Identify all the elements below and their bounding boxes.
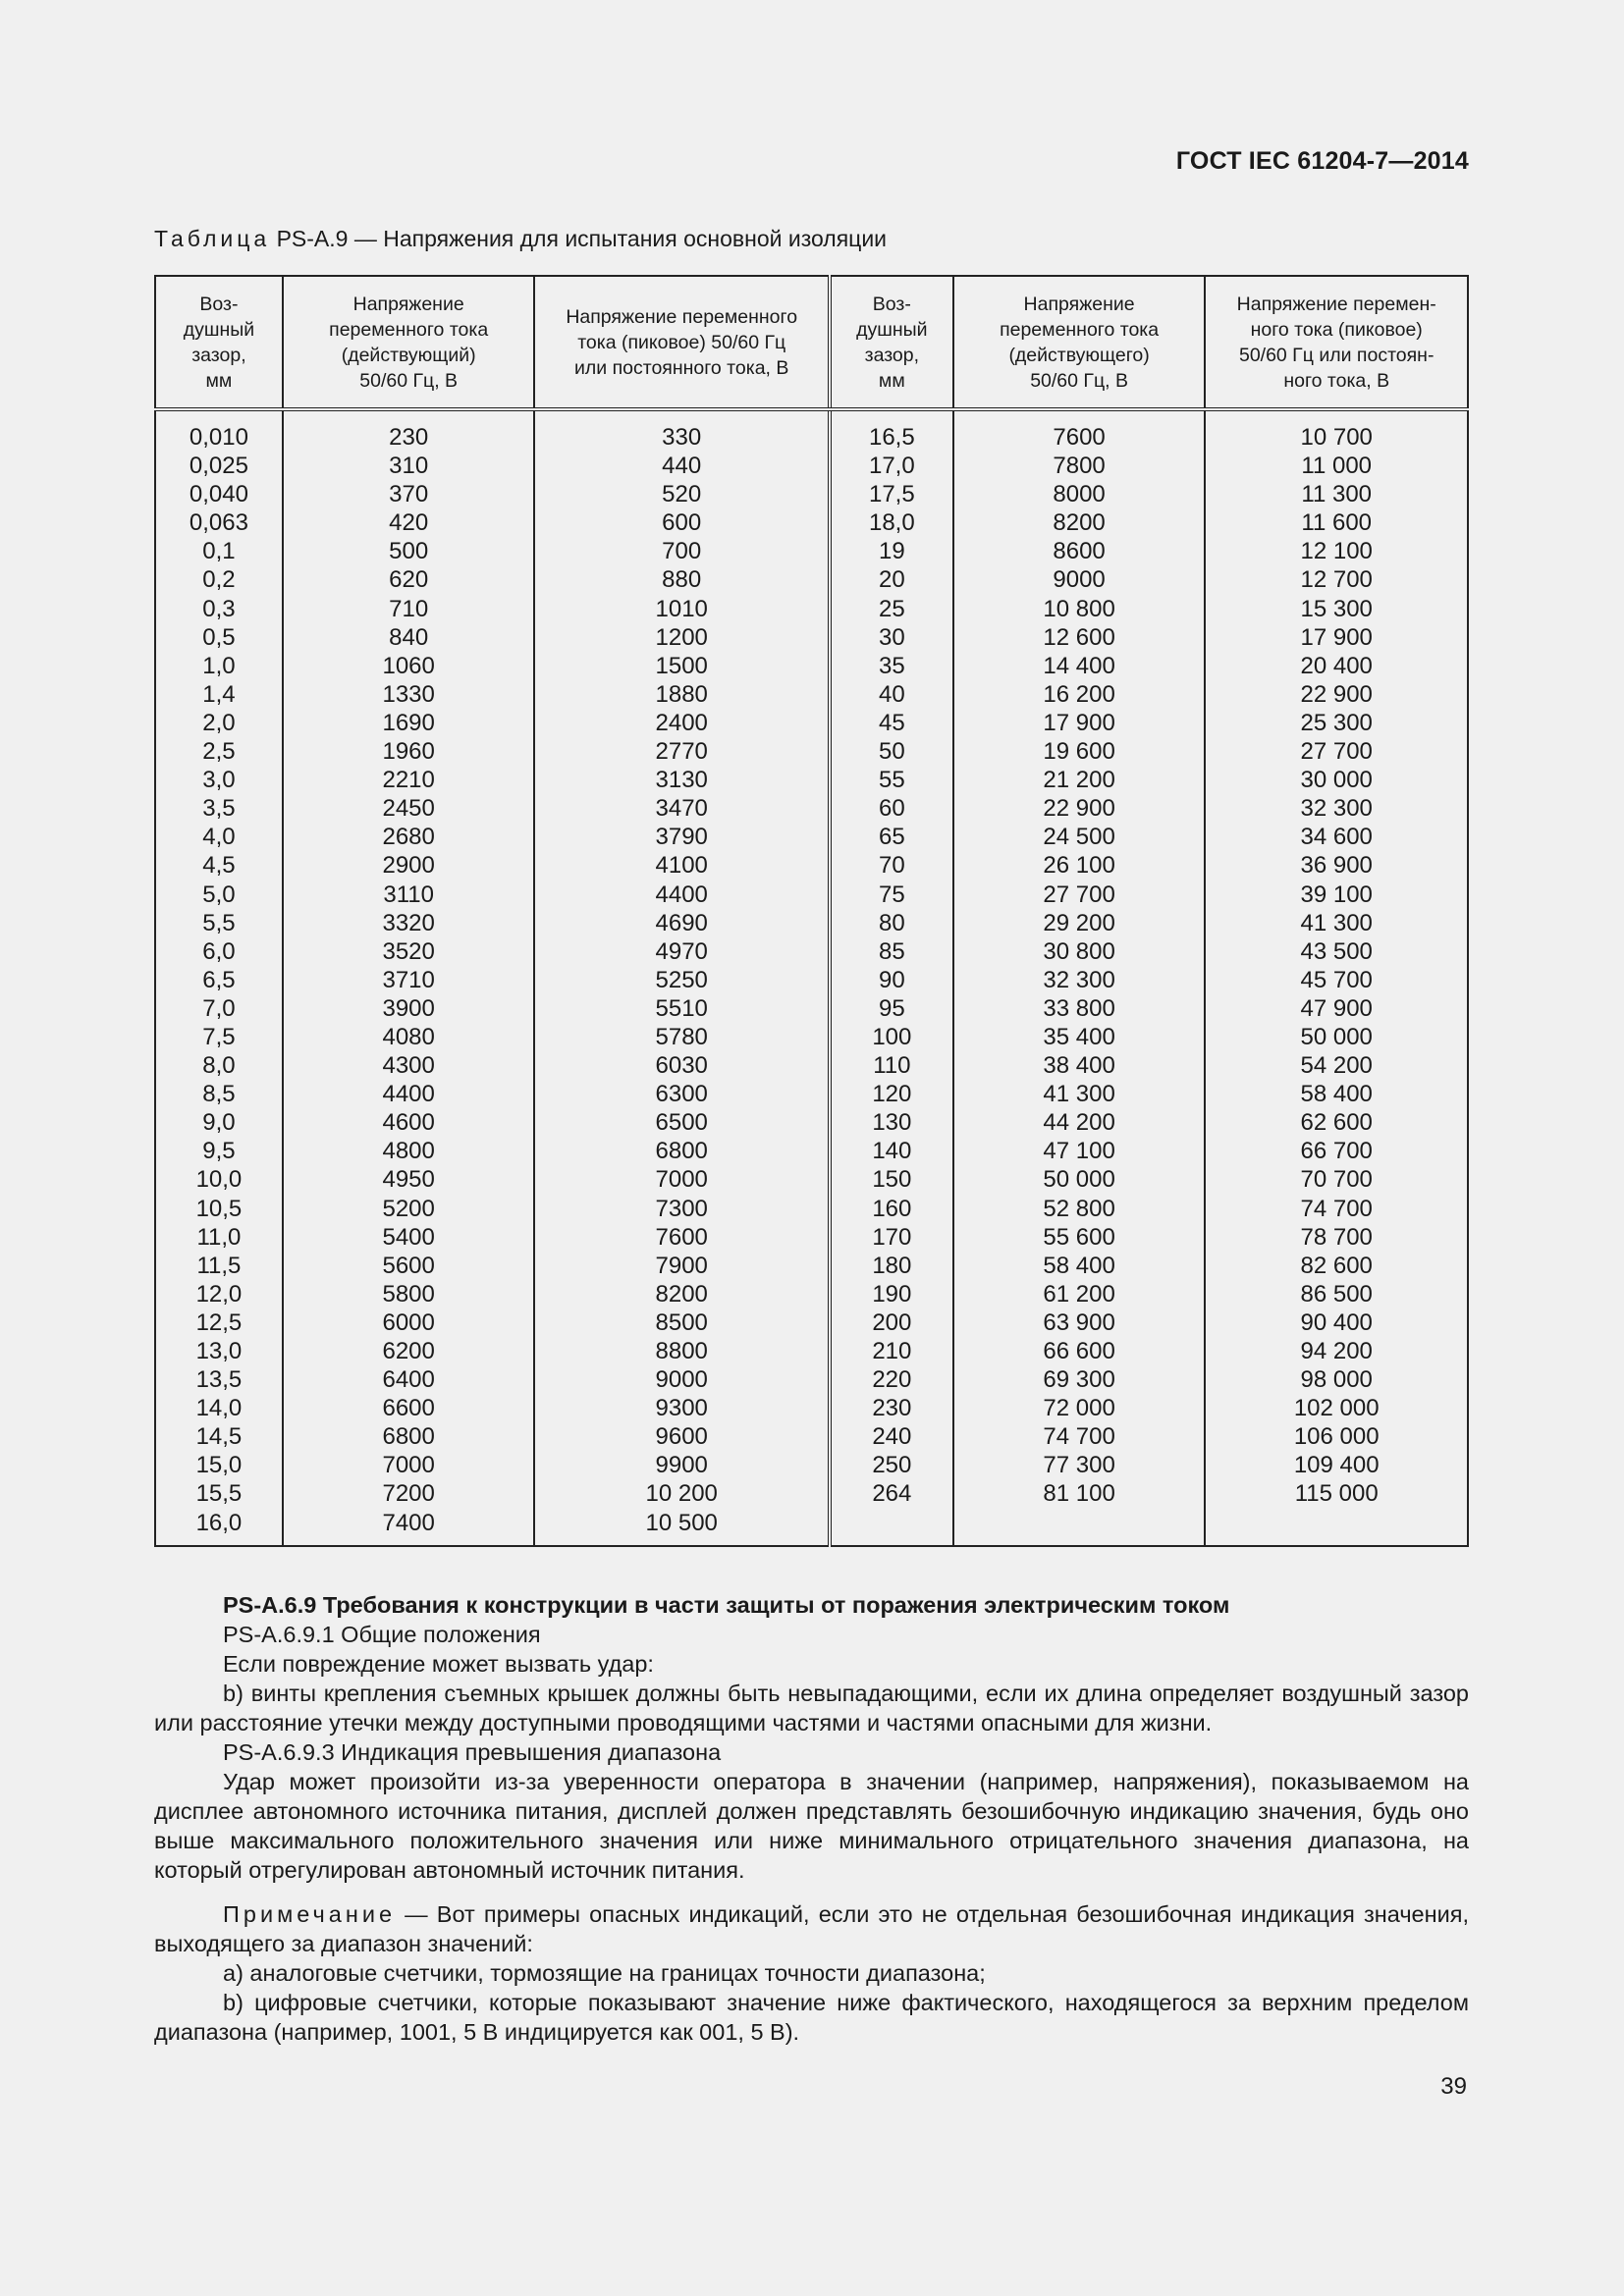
- table-cell: 78 700: [1300, 1223, 1373, 1251]
- table-cell: 8800: [655, 1338, 708, 1364]
- note: [154, 1899, 1469, 1958]
- table-cell: 54 200: [1300, 1052, 1373, 1080]
- table-cell: 2,0: [202, 709, 236, 736]
- paragraph: Если повреждение может вызвать удар:: [223, 1651, 654, 1677]
- table-cell: 4080: [382, 1023, 435, 1050]
- table-cell: 3,5: [202, 795, 236, 823]
- table-cell: 41 300: [1300, 909, 1373, 936]
- table-cell: 25 300: [1300, 709, 1373, 736]
- table-cell: 10 700: [1300, 424, 1373, 451]
- table-cell: 12 700: [1300, 566, 1373, 594]
- body-text: [154, 1590, 1469, 2047]
- table-cell: 6,5: [202, 966, 236, 993]
- table-cell: 10,0: [195, 1166, 243, 1194]
- table-cell: 264: [872, 1480, 912, 1508]
- table-cell: 81 100: [1043, 1480, 1115, 1508]
- table-cell: 7,0: [202, 994, 236, 1022]
- table-cell: 106 000: [1293, 1423, 1380, 1451]
- table-cell: 82 600: [1300, 1252, 1373, 1279]
- table-cell: 2680: [382, 824, 435, 851]
- table-cell: 58 400: [1043, 1252, 1115, 1279]
- table-cell: 8000: [1053, 481, 1106, 508]
- table-cell: 500: [389, 538, 429, 565]
- table-cell: 27 700: [1300, 738, 1373, 766]
- table-cell: 220: [872, 1366, 912, 1394]
- table-cell: 1,0: [202, 652, 236, 679]
- column-peak-dc-2: [1205, 409, 1468, 1546]
- table-cell: 170: [872, 1223, 912, 1251]
- table-cell: 39 100: [1300, 881, 1373, 908]
- table-cell: 4800: [382, 1138, 435, 1165]
- table-cell: 2210: [382, 767, 435, 794]
- table-cell: 8200: [1053, 509, 1106, 537]
- table-cell: 60: [878, 795, 905, 823]
- table-cell: 32 300: [1300, 795, 1373, 823]
- table-cell: 3710: [382, 966, 435, 993]
- table-cell: 160: [872, 1195, 912, 1222]
- table-cell: 3900: [382, 994, 435, 1022]
- table-cell: 0,025: [189, 453, 248, 480]
- table-cell: 14,5: [195, 1423, 243, 1451]
- table-cell: 63 900: [1043, 1308, 1115, 1336]
- table-cell: 85: [878, 937, 905, 965]
- table-cell: 5400: [382, 1223, 435, 1251]
- table-cell: 20: [878, 566, 905, 594]
- column-peak-dc-1: [534, 409, 829, 1546]
- table-cell: 77 300: [1043, 1452, 1115, 1479]
- table-cell: 17,0: [868, 453, 915, 480]
- table-cell: 9000: [655, 1366, 708, 1394]
- table-cell: 0,010: [189, 424, 248, 451]
- table-cell: 12,5: [195, 1308, 243, 1336]
- table-cell: 66 700: [1300, 1138, 1373, 1165]
- table-cell: 4690: [655, 909, 708, 936]
- table-cell: 620: [389, 566, 429, 594]
- table-cell: 3790: [655, 824, 708, 851]
- table-cell: 7200: [382, 1480, 435, 1508]
- table-cell: 4600: [382, 1109, 435, 1137]
- table-cell: 6500: [655, 1109, 708, 1137]
- table-cell: 7800: [1053, 453, 1106, 480]
- table-cell: 4400: [655, 881, 708, 908]
- table-cell: 2400: [655, 709, 708, 736]
- table-cell: 230: [872, 1395, 912, 1422]
- table-cell: 0,3: [202, 595, 236, 622]
- table-cell: 8500: [655, 1308, 708, 1336]
- header-ac-rms-2: Напряжение переменного тока (действующего) 50/60 Гц, В: [953, 276, 1206, 409]
- table-cell: 9000: [1053, 566, 1106, 594]
- note-item: a) аналоговые счетчики, тормозящие на границах точности диапазона;: [223, 1960, 986, 1986]
- table-cell: 18,0: [868, 509, 915, 537]
- table-cell: 19 600: [1043, 738, 1115, 766]
- table-cell: 95: [878, 994, 905, 1022]
- table-cell: 55: [878, 767, 905, 794]
- table-cell: 6,0: [202, 937, 236, 965]
- table-cell: 8600: [1053, 538, 1106, 565]
- table-cell: 180: [872, 1252, 912, 1279]
- table-cell: 115 000: [1294, 1480, 1379, 1508]
- table-cell: 29 200: [1043, 909, 1115, 936]
- header-ac-rms-1: Напряжение переменного тока (действующий) 50/60 Гц, В: [283, 276, 535, 409]
- table-cell: 47 100: [1043, 1138, 1115, 1165]
- subsection-general: PS-A.6.9.1 Общие положения: [223, 1622, 541, 1647]
- table-cell: 16 200: [1043, 680, 1115, 708]
- table-cell: 7400: [382, 1509, 435, 1536]
- paragraph: Удар может произойти из-за уверенности оператора в значении (например, напряжения), показываемом на дисплее автономного источника питания, дисплей должен представлять безошибочную индикацию значения, будь оно выше максимального положительного значения или ниже минимального отрицательного значения диапазона, на который отрегулирован автономный источник питания.: [154, 1769, 1469, 1883]
- table-cell: 6000: [382, 1308, 435, 1336]
- table-cell: 1500: [655, 652, 708, 679]
- table-cell: 6800: [655, 1138, 708, 1165]
- table-cell: 14,0: [195, 1395, 243, 1422]
- table-cell: 6400: [382, 1366, 435, 1394]
- table-cell: 1960: [382, 738, 435, 766]
- table-cell: 14 400: [1043, 652, 1115, 679]
- table-cell: 98 000: [1300, 1366, 1373, 1394]
- table-cell: 80: [878, 909, 905, 936]
- table-cell: 15 300: [1300, 595, 1373, 622]
- table-cell: 11 600: [1301, 509, 1373, 537]
- table-cell: 3470: [655, 795, 708, 823]
- table-cell: 3130: [655, 767, 708, 794]
- table-cell: 13,0: [195, 1338, 243, 1364]
- table-caption: [154, 226, 887, 252]
- table-cell: 10 200: [645, 1480, 718, 1508]
- table-cell: 6300: [655, 1081, 708, 1108]
- table-cell: 110: [873, 1052, 911, 1080]
- table-cell: 310: [389, 453, 429, 480]
- table-cell: 6800: [382, 1423, 435, 1451]
- table-cell: 8,5: [202, 1081, 236, 1108]
- table-cell: 330: [662, 424, 702, 451]
- table-cell: 4,5: [202, 852, 236, 880]
- column-air-gap-2: [830, 409, 953, 1546]
- table-cell: 4950: [382, 1166, 435, 1194]
- table-cell: 66 600: [1043, 1338, 1115, 1364]
- table-cell: 3320: [382, 909, 435, 936]
- table-cell: 70: [878, 852, 905, 880]
- column-air-gap-1: [155, 409, 283, 1546]
- table-cell: 420: [389, 509, 429, 537]
- table-cell: 8,0: [202, 1052, 236, 1080]
- table-cell: 26 100: [1043, 852, 1115, 880]
- table-cell: 4300: [382, 1052, 435, 1080]
- table-cell: 33 800: [1043, 994, 1115, 1022]
- table-cell: 5600: [382, 1252, 435, 1279]
- table-cell: 12 100: [1300, 538, 1373, 565]
- table-cell: 700: [662, 538, 702, 565]
- table-cell: 7600: [655, 1223, 708, 1251]
- table-cell: 10,5: [195, 1195, 243, 1222]
- table-cell: 200: [872, 1308, 912, 1336]
- table-cell: 7000: [382, 1452, 435, 1479]
- table-cell: 0,5: [202, 623, 236, 651]
- table-cell: 4100: [655, 852, 708, 880]
- document-header: ГОСТ IEC 61204-7—2014: [1175, 147, 1469, 175]
- table-cell: 4,0: [202, 824, 236, 851]
- table-cell: 3110: [383, 881, 434, 908]
- table-cell: 32 300: [1043, 966, 1115, 993]
- table-body-row: [155, 409, 1468, 1546]
- table-cell: 50 000: [1043, 1166, 1115, 1194]
- table-cell: 11 300: [1301, 481, 1373, 508]
- table-cell: 52 800: [1043, 1195, 1115, 1222]
- table-cell: 25: [878, 595, 905, 622]
- table-cell: 30 800: [1043, 937, 1115, 965]
- table-cell: 5800: [382, 1280, 435, 1308]
- table-cell: 94 200: [1300, 1338, 1373, 1364]
- table-cell: 1010: [655, 595, 708, 622]
- table-cell: 36 900: [1300, 852, 1373, 880]
- table-cell: 16,0: [195, 1509, 243, 1536]
- table-cell: 90 400: [1300, 1308, 1373, 1336]
- voltage-table: [154, 275, 1469, 1547]
- table-cell: 27 700: [1043, 881, 1115, 908]
- table-cell: 50: [878, 738, 905, 766]
- table-cell: 30 000: [1300, 767, 1373, 794]
- table-cell: 15,0: [195, 1452, 243, 1479]
- table-cell: 1060: [382, 652, 435, 679]
- table-cell: 12,0: [195, 1280, 243, 1308]
- table-cell: 140: [872, 1138, 912, 1165]
- table-cell: 7300: [655, 1195, 708, 1222]
- table-cell: 74 700: [1300, 1195, 1373, 1222]
- table-cell: 440: [662, 453, 702, 480]
- table-cell: 370: [389, 481, 429, 508]
- table-cell: 102 000: [1293, 1395, 1380, 1422]
- table-cell: 4400: [382, 1081, 435, 1108]
- table-cell: 9600: [655, 1423, 708, 1451]
- table-header-row: [155, 276, 1468, 409]
- table-cell: 250: [872, 1452, 912, 1479]
- table-cell: 17,5: [868, 481, 915, 508]
- table-cell: 5,0: [202, 881, 236, 908]
- table-cell: 520: [662, 481, 702, 508]
- table-cell: 55 600: [1043, 1223, 1115, 1251]
- table-cell: 9900: [655, 1452, 708, 1479]
- table-cell: 72 000: [1043, 1395, 1115, 1422]
- table-cell: 240: [872, 1423, 912, 1451]
- table-cell: 1880: [655, 680, 708, 708]
- subsection-range-indication: PS-A.6.9.3 Индикация превышения диапазона: [223, 1739, 722, 1765]
- header-peak-dc-1: Напряжение переменного тока (пиковое) 50/60 Гц или постоянного тока, В: [534, 276, 829, 409]
- table-cell: 43 500: [1300, 937, 1373, 965]
- table-cell: 8200: [655, 1280, 708, 1308]
- paragraph: b) винты крепления съемных крышек должны быть невыпадающими, если их длина определяет воздушный зазор или расстояние утечки между доступными проводящими частями и частями опасными для жизни.: [154, 1681, 1469, 1735]
- table-cell: 7000: [655, 1166, 708, 1194]
- table-cell: 7600: [1053, 424, 1106, 451]
- table-cell: 0,063: [189, 509, 248, 537]
- table-cell: 11,5: [196, 1252, 242, 1279]
- table-cell: 5510: [655, 994, 708, 1022]
- table-cell: 600: [662, 509, 702, 537]
- table-cell: 109 400: [1293, 1452, 1380, 1479]
- table-cell: 45 700: [1300, 966, 1373, 993]
- table-cell: 230: [389, 424, 429, 451]
- column-ac-rms-2: [953, 409, 1206, 1546]
- table-cell: 69 300: [1043, 1366, 1115, 1394]
- table-cell: 17 900: [1300, 623, 1373, 651]
- table-cell: 58 400: [1300, 1081, 1373, 1108]
- header-air-gap-2: Воз- душный зазор, мм: [830, 276, 953, 409]
- table-cell: 40: [878, 680, 905, 708]
- table-cell: 7,5: [202, 1023, 236, 1050]
- table-cell: 5200: [382, 1195, 435, 1222]
- table-cell: 0,2: [202, 566, 236, 594]
- table-cell: 65: [878, 824, 905, 851]
- table-cell: 13,5: [195, 1366, 243, 1394]
- table-cell: 2450: [382, 795, 435, 823]
- table-cell: 4970: [655, 937, 708, 965]
- table-cell: 3520: [382, 937, 435, 965]
- table-cell: 70 700: [1300, 1166, 1373, 1194]
- table-cell: 47 900: [1300, 994, 1373, 1022]
- table-cell: 7900: [655, 1252, 708, 1279]
- table-cell: 35 400: [1043, 1023, 1115, 1050]
- table-cell: 10 500: [645, 1509, 718, 1536]
- table-cell: 6600: [382, 1395, 435, 1422]
- table-cell: 190: [872, 1280, 912, 1308]
- table-cell: 20 400: [1300, 652, 1373, 679]
- table-cell: 86 500: [1300, 1280, 1373, 1308]
- table-cell: 5,5: [202, 909, 236, 936]
- table-cell: 120: [872, 1081, 912, 1108]
- section-heading: PS-A.6.9 Требования к конструкции в части защиты от поражения электрическим током: [223, 1592, 1230, 1618]
- table-cell: 1690: [382, 709, 435, 736]
- table-cell: 16,5: [868, 424, 915, 451]
- table-cell: 1330: [382, 680, 435, 708]
- table-cell: 45: [878, 709, 905, 736]
- table-cell: 6200: [382, 1338, 435, 1364]
- table-cell: 5780: [655, 1023, 708, 1050]
- table-cell: 21 200: [1043, 767, 1115, 794]
- table-cell: 34 600: [1300, 824, 1373, 851]
- table-cell: 2900: [382, 852, 435, 880]
- table-cell: 2,5: [202, 738, 236, 766]
- table-cell: 710: [389, 595, 429, 622]
- table-cell: 61 200: [1043, 1280, 1115, 1308]
- table-cell: 11,0: [196, 1223, 242, 1251]
- table-cell: 6030: [655, 1052, 708, 1080]
- table-cell: 880: [662, 566, 702, 594]
- table-cell: 90: [878, 966, 905, 993]
- table-caption-label: Таблица: [154, 226, 271, 251]
- table-cell: 130: [872, 1109, 912, 1137]
- table-cell: 41 300: [1043, 1081, 1115, 1108]
- header-air-gap-1: Воз- душный зазор, мм: [155, 276, 283, 409]
- table-cell: 38 400: [1043, 1052, 1115, 1080]
- table-cell: 9,0: [202, 1109, 236, 1137]
- table-caption-title: PS-A.9 — Напряжения для испытания основной изоляции: [276, 226, 888, 251]
- table-cell: 11 000: [1301, 453, 1373, 480]
- table-cell: 5250: [655, 966, 708, 993]
- header-peak-dc-2: Напряжение перемен- ного тока (пиковое) 50/60 Гц или постоян- ного тока, В: [1205, 276, 1468, 409]
- table-cell: 17 900: [1043, 709, 1115, 736]
- table-cell: 1,4: [202, 680, 236, 708]
- table-cell: 9,5: [202, 1138, 236, 1165]
- table-cell: 22 900: [1300, 680, 1373, 708]
- table-cell: 9300: [655, 1395, 708, 1422]
- table-cell: 75: [878, 881, 905, 908]
- table-cell: 0,1: [202, 538, 236, 565]
- table-cell: 50 000: [1300, 1023, 1373, 1050]
- table-cell: 24 500: [1043, 824, 1115, 851]
- note-item: b) цифровые счетчики, которые показывают значение ниже фактического, находящегося за верхним пределом диапазона (например, 1001, 5 В индицируется как 001, 5 В).: [154, 1990, 1469, 2045]
- table-cell: 12 600: [1043, 623, 1115, 651]
- page-number: 39: [1440, 2073, 1467, 2100]
- note-label: Примечание: [223, 1901, 397, 1927]
- table-cell: 10 800: [1043, 595, 1115, 622]
- table-cell: 22 900: [1043, 795, 1115, 823]
- table-cell: 2770: [655, 738, 708, 766]
- note-text: — Вот примеры опасных индикаций, если это не отдельная безошибочная индикация значения, выходящего за диапазон значений:: [154, 1901, 1469, 1956]
- table-cell: 44 200: [1043, 1109, 1115, 1137]
- table-cell: 3,0: [202, 767, 236, 794]
- table-cell: 15,5: [195, 1480, 243, 1508]
- column-ac-rms-1: [283, 409, 535, 1546]
- table-cell: 150: [872, 1166, 912, 1194]
- table-cell: 210: [872, 1338, 912, 1364]
- table-cell: 1200: [655, 623, 708, 651]
- table-cell: 100: [872, 1023, 912, 1050]
- table-cell: 0,040: [189, 481, 248, 508]
- table-cell: 19: [878, 538, 905, 565]
- table-cell: 74 700: [1043, 1423, 1115, 1451]
- table-cell: 30: [878, 623, 905, 651]
- table-cell: 62 600: [1300, 1109, 1373, 1137]
- table-cell: 35: [878, 652, 905, 679]
- table-cell: 840: [389, 623, 429, 651]
